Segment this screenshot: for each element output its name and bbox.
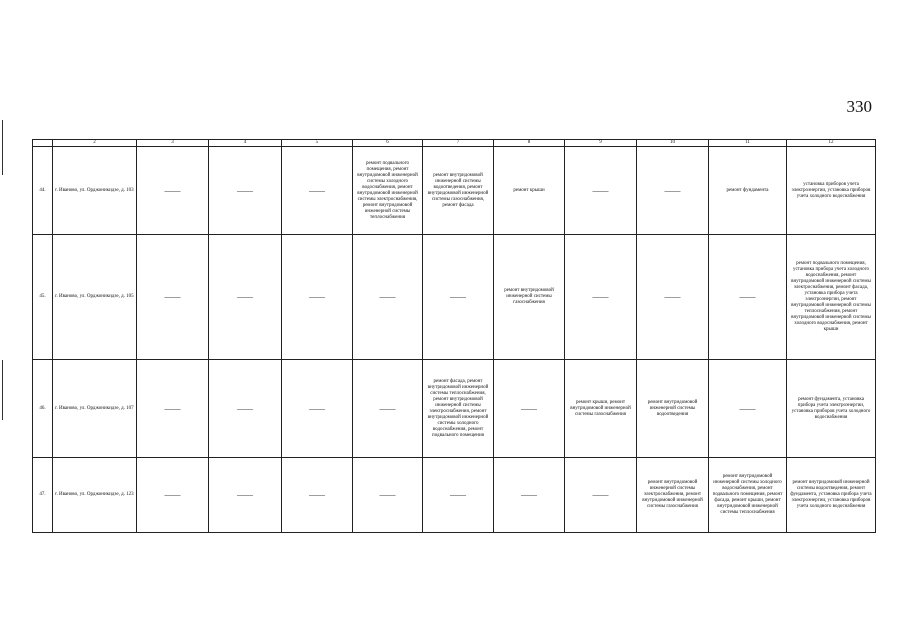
cell-col-9: ——: [565, 147, 637, 235]
cell-col-4: ——: [209, 458, 282, 533]
cell-col-12: установка приборов учета электроэнергии, установка приборов учета холодного водоснабжения: [787, 147, 876, 235]
row-number: 46.: [33, 360, 53, 458]
page-number: 330: [846, 97, 872, 116]
header-cell: 12: [787, 140, 876, 147]
cell-col-8: ремонт внутридомовой инженерной системы газоснабжения: [494, 235, 565, 360]
margin-mark-bottom: [2, 360, 3, 420]
cell-col-10: ремонт внутридомовой инженерной системы электроснабжения, ремонт внутридомовой инженерной системы газоснабжения: [637, 458, 709, 533]
cell-col-3: ——: [137, 147, 209, 235]
cell-col-11: ——: [709, 360, 787, 458]
cell-col-11: ——: [709, 235, 787, 360]
header-cell: [33, 140, 53, 147]
row-number: 44.: [33, 147, 53, 235]
header-cell: 7: [423, 140, 494, 147]
cell-col-12: ремонт фундамента, установка прибора учета электроэнергии, установка приборов учета холодного водоснабжения: [787, 360, 876, 458]
cell-col-10: ремонт внутридомовой инженерной системы водоотведения: [637, 360, 709, 458]
table-row: [33, 360, 876, 458]
address-cell: г. Иваново, ул. Орджоникидзе, д. 123: [53, 458, 137, 533]
cell-col-10: ——: [637, 147, 709, 235]
address-cell: г. Иваново, ул. Орджоникидзе, д. 107: [53, 360, 137, 458]
address-cell: г. Иваново, ул. Орджоникидзе, д. 105: [53, 235, 137, 360]
header-cell: 10: [637, 140, 709, 147]
row-number: 47.: [33, 458, 53, 533]
table-row: [33, 458, 876, 533]
cell-col-5: ——: [282, 235, 353, 360]
cell-col-7: ремонт фасада, ремонт внутридомовой инженерной системы теплоснабжения, ремонт внутридомовой инженерной системы электроснабжения, ремонт внутридомовой инженерной системы холодного водоснабжения, ремонт подвального помещения: [423, 360, 494, 458]
row-number: 45.: [33, 235, 53, 360]
cell-col-11: ремонт фундамента: [709, 147, 787, 235]
cell-col-3: ——: [137, 235, 209, 360]
cell-col-6: ——: [353, 235, 423, 360]
cell-col-6: ——: [353, 458, 423, 533]
header-cell: 2: [53, 140, 137, 147]
header-cell: 3: [137, 140, 209, 147]
cell-col-8: ремонт крыши: [494, 147, 565, 235]
column-number-row: [33, 140, 876, 147]
cell-col-7: ремонт внутридомовой инженерной системы водоотведения, ремонт внутридомовой инженерной системы газоснабжения, ремонт фасада: [423, 147, 494, 235]
cell-col-4: ——: [209, 360, 282, 458]
cell-col-11: ремонт внутридомовой инженерной системы холодного водоснабжения, ремонт подвального помещения, ремонт фасада, ремонт крыши, ремонт внутридомовой инженерной системы теплоснабжения: [709, 458, 787, 533]
header-cell: 8: [494, 140, 565, 147]
header-cell: 4: [209, 140, 282, 147]
address-cell: г. Иваново, ул. Орджоникидзе, д. 103: [53, 147, 137, 235]
cell-col-8: ——: [494, 458, 565, 533]
margin-mark-top: [2, 120, 3, 175]
cell-col-10: ——: [637, 235, 709, 360]
header-cell: 9: [565, 140, 637, 147]
cell-col-5: ——: [282, 147, 353, 235]
cell-col-12: ремонт подвального помещения, установка прибора учета холодного водоснабжения, ремонт внутридомовой инженерной системы электроснабжения, ремонт фасада, установка прибора учета электроэнергии, ремонт внутридомовой инженерной системы теплоснабжения, ремонт внутридомовой инженерной системы холодного водоснабжения, ремонт крыши: [787, 235, 876, 360]
cell-col-6: ремонт подвального помещения, ремонт внутридомовой инженерной системы холодного водоснабжения, ремонт внутридомовой инженерной системы электроснабжения, ремонт внутридомовой инженерной системы теплоснабжения: [353, 147, 423, 235]
header-cell: 6: [353, 140, 423, 147]
cell-col-9: ремонт крыши, ремонт внутридомовой инженерной системы газоснабжения: [565, 360, 637, 458]
cell-col-6: ——: [353, 360, 423, 458]
cell-col-3: ——: [137, 458, 209, 533]
cell-col-4: ——: [209, 147, 282, 235]
header-cell: 11: [709, 140, 787, 147]
cell-col-7: ——: [423, 235, 494, 360]
repair-schedule-table: [32, 139, 876, 533]
cell-col-12: ремонт внутридомовой инженерной системы водоотведения, ремонт фундамента, установка прибора учета электроэнергии, установка приборов учета холодного водоснабжения: [787, 458, 876, 533]
cell-col-7: ——: [423, 458, 494, 533]
cell-col-5: ——: [282, 458, 353, 533]
table-row: [33, 235, 876, 360]
cell-col-9: ——: [565, 235, 637, 360]
cell-col-3: ——: [137, 360, 209, 458]
header-cell: 5: [282, 140, 353, 147]
cell-col-9: ——: [565, 458, 637, 533]
cell-col-8: ——: [494, 360, 565, 458]
table-row: [33, 147, 876, 235]
cell-col-5: ——: [282, 360, 353, 458]
cell-col-4: ——: [209, 235, 282, 360]
